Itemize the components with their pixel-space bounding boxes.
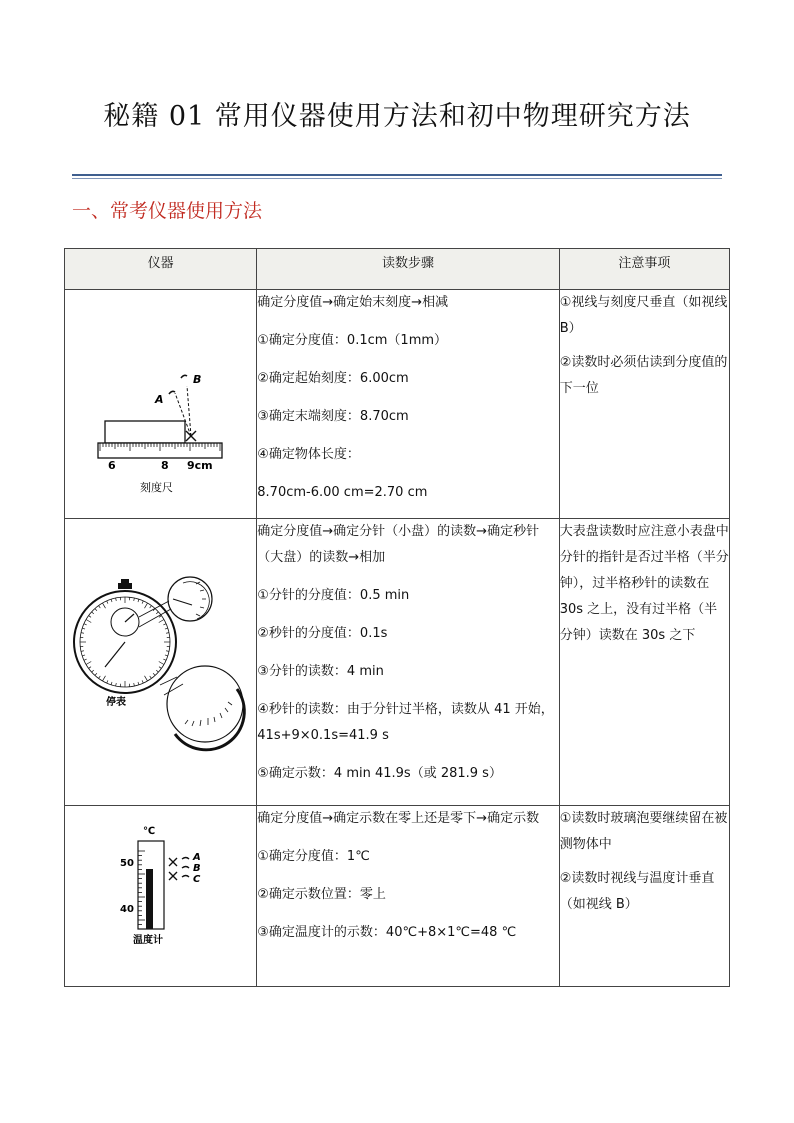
second-zoom-circle (167, 666, 243, 742)
instrument-table (64, 248, 730, 987)
stopwatch-figure-cell (65, 519, 257, 806)
thermo-tick-50: 50 (120, 858, 134, 869)
step-text: ③确定末端刻度：8.70cm (257, 409, 409, 424)
step-text: ④秒针的读数：由于分针过半格，读数从 41 开始，41s+9×0.1s=41.9 s (257, 702, 554, 743)
eye-b-icon (181, 375, 187, 378)
step-text: ④确定物体长度： (257, 447, 360, 462)
thermometer-steps (257, 806, 559, 987)
table-row (65, 519, 730, 806)
table-header-row (65, 249, 730, 290)
title-divider (72, 174, 722, 176)
step-text: 确定分度值→确定示数在零上还是零下→确定示数 (257, 811, 540, 826)
ruler-figure (65, 290, 257, 514)
figure-caption-thermometer: 温度计 (133, 935, 163, 946)
label-a: A (193, 852, 201, 863)
header-notes: 注意事项 (559, 249, 729, 290)
figure-caption-stopwatch: 停表 (106, 697, 126, 708)
step-text: 确定分度值→确定分针（小盘）的读数→确定秒针（大盘）的读数→相加 (257, 524, 540, 565)
note-text: ①视线与刻度尺垂直（如视线 B） (559, 295, 728, 336)
eye-a-icon (169, 391, 175, 394)
thermometer-liquid (146, 869, 153, 929)
title-divider-thin (72, 178, 722, 179)
thermo-tick-40: 40 (120, 904, 134, 915)
step-text: 确定分度值→确定始末刻度→相减 (257, 295, 449, 310)
ruler-tick-9: 9cm (187, 459, 213, 472)
step-text: ②秒针的分度值：0.1s (257, 626, 388, 641)
thermometer-figure-cell (65, 806, 257, 987)
eye-a-icon (182, 858, 189, 860)
note-text: ②读数时视线与温度计垂直（如视线 B） (559, 871, 715, 912)
label-c: C (193, 874, 201, 885)
thermo-unit: ℃ (143, 826, 156, 837)
eye-c-icon (182, 876, 189, 878)
ruler-notes (559, 290, 729, 519)
sight-line-b (187, 386, 191, 436)
figure-caption-ruler: 刻度尺 (140, 481, 173, 494)
ruler-tick-8: 8 (161, 459, 169, 472)
header-instrument: 仪器 (65, 249, 257, 290)
sight-line-a (175, 393, 191, 436)
step-text: ③分针的读数：4 min (257, 664, 384, 679)
eye-b-icon (182, 867, 189, 869)
ruler-figure-cell (65, 290, 257, 519)
section-heading: 一、常考仪器使用方法 (72, 200, 263, 222)
note-text: 大表盘读数时应注意小表盘中分针的指针是否过半格（半分钟），过半格秒针的读数在 30s 之上，没有过半格（半分钟）读数在 30s 之下 (559, 524, 729, 643)
step-text: 8.70cm-6.00 cm=2.70 cm (257, 485, 428, 500)
stopwatch-notes (559, 519, 729, 806)
step-text: ②确定示数位置：零上 (257, 887, 386, 902)
step-text: ③确定温度计的示数：40℃+8×1℃=48 ℃ (257, 925, 517, 940)
ruler-tick-6: 6 (108, 459, 116, 472)
header-steps: 读数步骤 (257, 249, 559, 290)
stopwatch-figure (65, 519, 257, 801)
step-text: ⑤确定示数：4 min 41.9s（或 281.9 s） (257, 766, 502, 781)
table-row (65, 290, 730, 519)
step-text: ①确定分度值：1℃ (257, 849, 370, 864)
stopwatch-steps (257, 519, 559, 806)
ruler-steps (257, 290, 559, 519)
step-text: ①确定分度值：0.1cm（1mm） (257, 333, 448, 348)
label-a: A (155, 393, 164, 406)
page-title: 秘籍 01 常用仪器使用方法和初中物理研究方法 (103, 101, 691, 132)
thermometer-notes (559, 806, 729, 987)
table-row (65, 806, 730, 987)
step-text: ②确定起始刻度：6.00cm (257, 371, 409, 386)
note-text: ②读数时必须估读到分度值的下一位 (559, 355, 728, 396)
step-text: ①分针的分度值：0.5 min (257, 588, 410, 603)
note-text: ①读数时玻璃泡要继续留在被测物体中 (559, 811, 728, 852)
label-b: B (193, 863, 201, 874)
label-b: B (193, 373, 202, 386)
thermometer-figure (65, 806, 257, 982)
